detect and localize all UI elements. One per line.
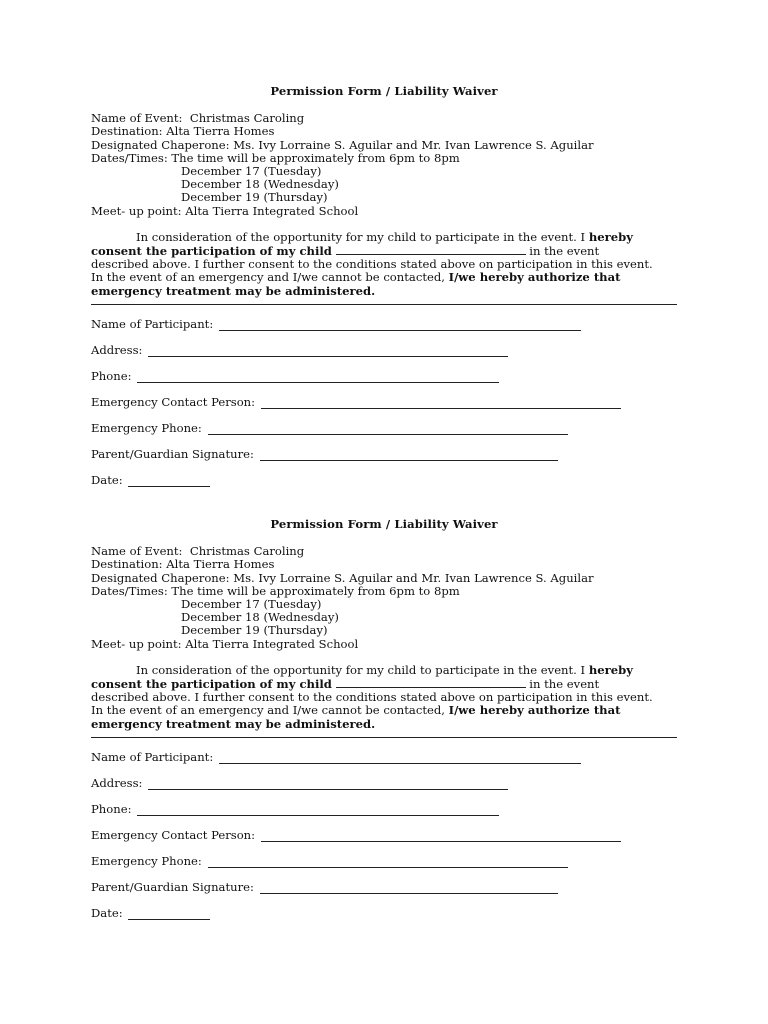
date-item: December 17 (Tuesday) [181,597,322,612]
address-field[interactable] [91,343,691,357]
meetup-point: Meet- up point: Alta Tierra Integrated School [91,636,359,651]
field-blank[interactable] [219,754,581,764]
divider [91,737,677,738]
destination: Destination: Alta Tierra Homes [91,124,275,139]
divider [91,304,677,305]
dates-times: Dates/Times: The time will be approximately from 6pm to 8pm [91,150,460,165]
para-bold-consent: hereby consent the participation of my child [91,662,633,692]
consent-paragraph [91,664,657,731]
field-blank[interactable] [261,832,621,842]
permission-form-1 [91,85,691,487]
field-label: Parent/Guardian Signature: [91,879,258,894]
field-label: Address: [91,775,147,790]
para-bold-authorize: I/we hereby authorize that emergency treatment may be administered. [91,703,621,731]
emergency-phone-field[interactable] [91,854,691,868]
signature-field[interactable] [91,447,691,461]
para-bold-consent: hereby consent the participation of my child [91,229,633,259]
field-blank[interactable] [137,806,499,816]
field-blank[interactable] [219,321,581,331]
field-blank[interactable] [208,425,568,435]
field-blank[interactable] [261,399,621,409]
chaperone: Designated Chaperone: Ms. Ivy Lorraine S. Aguilar and Mr. Ivan Lawrence S. Aguilar [91,137,594,152]
event-name: Name of Event: Christmas Caroling [91,111,305,126]
field-label: Date: [91,905,127,920]
date-field[interactable] [91,906,691,920]
field-label: Address: [91,342,147,357]
signature-field[interactable] [91,880,691,894]
field-blank[interactable] [128,910,210,920]
meetup-point: Meet- up point: Alta Tierra Integrated School [91,203,359,218]
dates-times: Dates/Times: The time will be approximately from 6pm to 8pm [91,583,460,598]
para-text: in the event described above. I further consent to the conditions stated above on participation in this event. In the event of an emergency and I/we cannot be contacted, [91,244,653,285]
field-blank[interactable] [137,373,499,383]
form-title: Permission Form / Liability Waiver [270,84,498,98]
field-blank[interactable] [148,347,508,357]
date-item: December 17 (Tuesday) [181,164,322,179]
destination: Destination: Alta Tierra Homes [91,557,275,572]
date-item: December 19 (Thursday) [181,190,328,205]
field-label: Emergency Contact Person: [91,827,259,842]
field-blank[interactable] [128,477,210,487]
para-text: in the event described above. I further consent to the conditions stated above on participation in this event. In the event of an emergency and I/we cannot be contacted, [91,677,653,718]
field-label: Name of Participant: [91,749,217,764]
emergency-phone-field[interactable] [91,421,691,435]
event-name: Name of Event: Christmas Caroling [91,544,305,559]
emergency-contact-field[interactable] [91,395,691,409]
permission-form-2 [91,518,691,920]
para-text: In consideration of the opportunity for my child to participate in the event. I [136,229,589,244]
date-item: December 18 (Wednesday) [181,610,339,625]
address-field[interactable] [91,776,691,790]
date-field[interactable] [91,473,691,487]
consent-paragraph [91,231,657,298]
field-blank[interactable] [260,884,558,894]
field-label: Emergency Contact Person: [91,394,259,409]
para-text: In consideration of the opportunity for my child to participate in the event. I [136,662,589,677]
field-label: Emergency Phone: [91,853,206,868]
chaperone: Designated Chaperone: Ms. Ivy Lorraine S. Aguilar and Mr. Ivan Lawrence S. Aguilar [91,570,594,585]
field-label: Date: [91,472,127,487]
form-title: Permission Form / Liability Waiver [270,517,498,531]
child-name-blank[interactable] [336,244,526,255]
para-bold-authorize: I/we hereby authorize that emergency treatment may be administered. [91,270,621,298]
phone-field[interactable] [91,369,691,383]
field-blank[interactable] [208,858,568,868]
date-item: December 18 (Wednesday) [181,177,339,192]
emergency-contact-field[interactable] [91,828,691,842]
date-item: December 19 (Thursday) [181,623,328,638]
field-label: Name of Participant: [91,316,217,331]
phone-field[interactable] [91,802,691,816]
field-blank[interactable] [260,451,558,461]
child-name-blank[interactable] [336,677,526,688]
participant-name-field[interactable] [91,317,691,331]
field-blank[interactable] [148,780,508,790]
field-label: Emergency Phone: [91,420,206,435]
field-label: Phone: [91,801,136,816]
field-label: Phone: [91,368,136,383]
participant-name-field[interactable] [91,750,691,764]
field-label: Parent/Guardian Signature: [91,446,258,461]
